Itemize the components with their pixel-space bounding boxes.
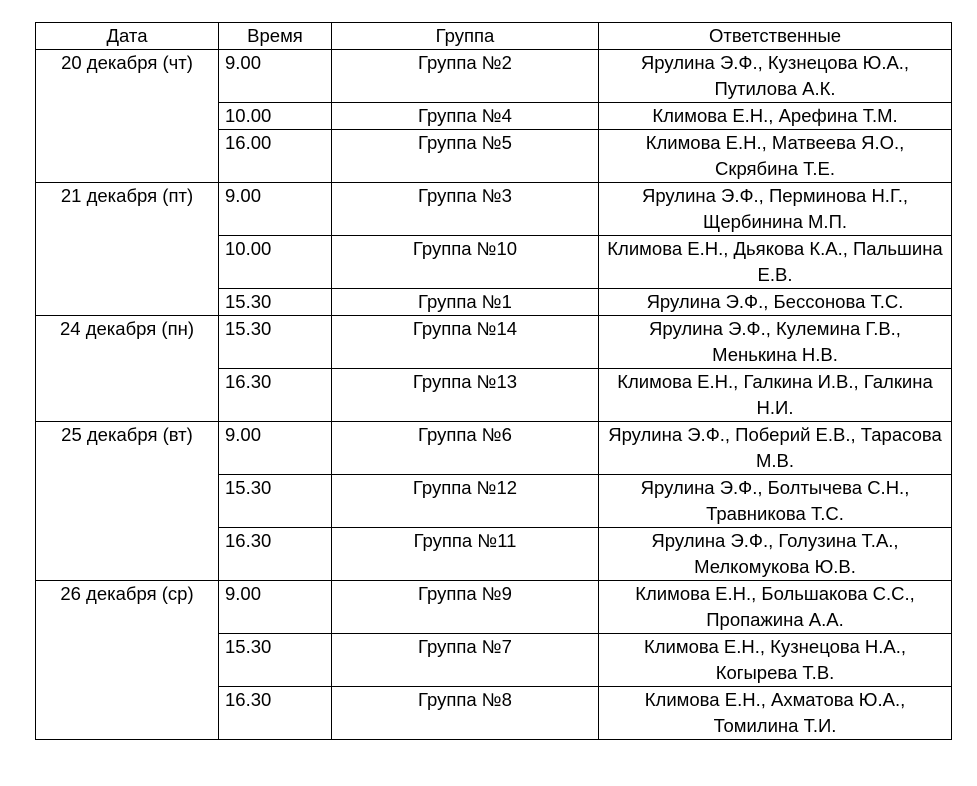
group-cell: Группа №13 [332,369,599,422]
time-cell: 15.30 [219,316,332,369]
responsible-cell: Ярулина Э.Ф., Болтычева С.Н., Травникова Т.С. [599,475,952,528]
group-cell: Группа №3 [332,183,599,236]
group-cell: Группа №14 [332,316,599,369]
group-cell: Группа №2 [332,50,599,103]
responsible-cell: Климова Е.Н., Арефина Т.М. [599,103,952,130]
time-cell: 15.30 [219,289,332,316]
time-cell: 9.00 [219,422,332,475]
group-cell: Группа №4 [332,103,599,130]
time-cell: 16.30 [219,369,332,422]
responsible-cell: Климова Е.Н., Галкина И.В., Галкина Н.И. [599,369,952,422]
table-row [36,422,952,475]
time-cell: 10.00 [219,236,332,289]
group-cell: Группа №1 [332,289,599,316]
group-cell: Группа №12 [332,475,599,528]
schedule-table [35,22,952,740]
header-date: Дата [36,23,219,50]
group-cell: Группа №7 [332,634,599,687]
time-cell: 15.30 [219,634,332,687]
time-cell: 9.00 [219,581,332,634]
responsible-cell: Ярулина Э.Ф., Кузнецова Ю.А., Путилова А.К. [599,50,952,103]
time-cell: 9.00 [219,50,332,103]
responsible-cell: Климова Е.Н., Матвеева Я.О., Скрябина Т.Е. [599,130,952,183]
date-cell: 20 декабря (чт) [36,50,219,183]
table-row [36,581,952,634]
responsible-cell: Ярулина Э.Ф., Кулемина Г.В., Менькина Н.В. [599,316,952,369]
header-group: Группа [332,23,599,50]
group-cell: Группа №10 [332,236,599,289]
responsible-cell: Климова Е.Н., Дьякова К.А., Пальшина Е.В. [599,236,952,289]
time-cell: 15.30 [219,475,332,528]
table-row [36,50,952,103]
responsible-cell: Ярулина Э.Ф., Перминова Н.Г., Щербинина М.П. [599,183,952,236]
group-cell: Группа №6 [332,422,599,475]
group-cell: Группа №5 [332,130,599,183]
responsible-cell: Ярулина Э.Ф., Голузина Т.А., Мелкомукова Ю.В. [599,528,952,581]
header-time: Время [219,23,332,50]
time-cell: 16.30 [219,528,332,581]
group-cell: Группа №8 [332,687,599,740]
responsible-cell: Ярулина Э.Ф., Поберий Е.В., Тарасова М.В. [599,422,952,475]
date-cell: 25 декабря (вт) [36,422,219,581]
date-cell: 24 декабря (пн) [36,316,219,422]
header-row [36,23,952,50]
time-cell: 10.00 [219,103,332,130]
time-cell: 16.00 [219,130,332,183]
responsible-cell: Ярулина Э.Ф., Бессонова Т.С. [599,289,952,316]
responsible-cell: Климова Е.Н., Большакова С.С., Пропажина А.А. [599,581,952,634]
date-cell: 26 декабря (ср) [36,581,219,740]
table-row [36,316,952,369]
table-row [36,183,952,236]
time-cell: 16.30 [219,687,332,740]
date-cell: 21 декабря (пт) [36,183,219,316]
responsible-cell: Климова Е.Н., Ахматова Ю.А., Томилина Т.И. [599,687,952,740]
header-responsible: Ответственные [599,23,952,50]
responsible-cell: Климова Е.Н., Кузнецова Н.А., Когырева Т.В. [599,634,952,687]
time-cell: 9.00 [219,183,332,236]
group-cell: Группа №11 [332,528,599,581]
group-cell: Группа №9 [332,581,599,634]
